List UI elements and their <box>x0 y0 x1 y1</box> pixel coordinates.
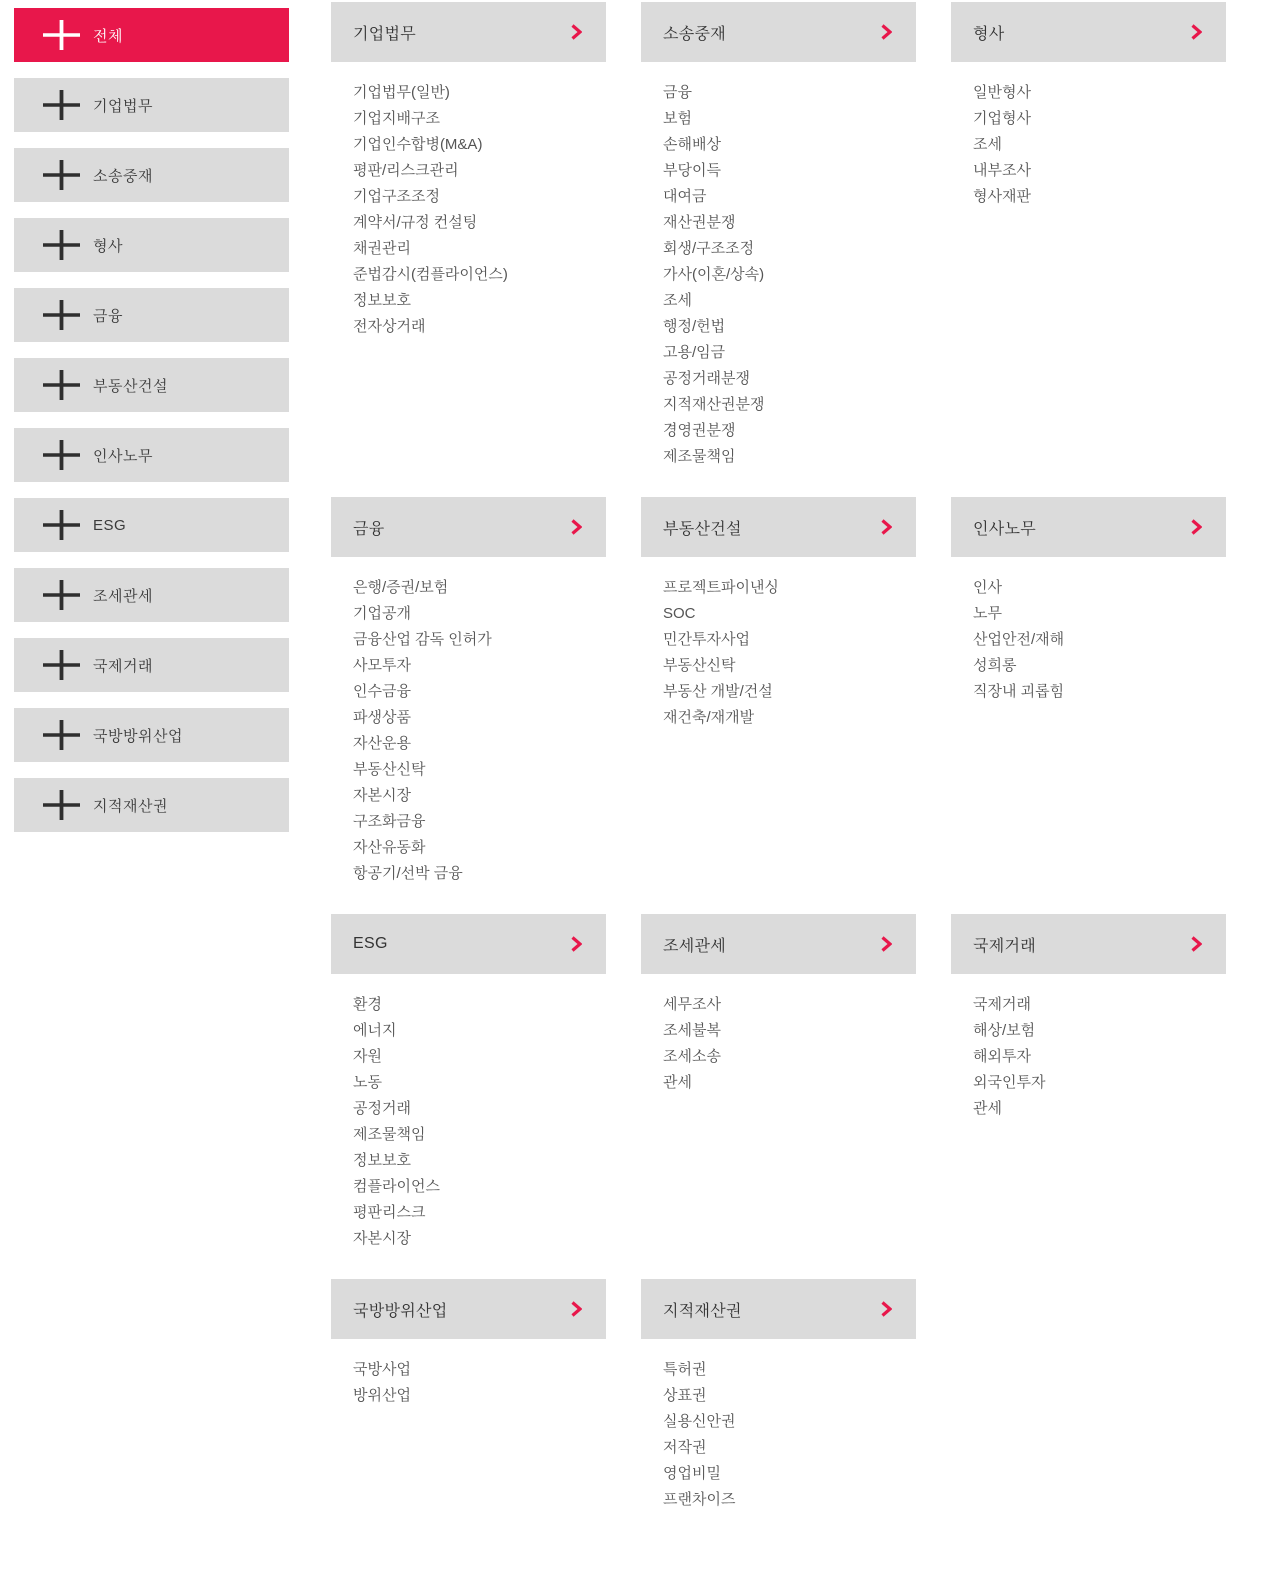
sidebar-item[interactable] <box>14 708 289 762</box>
chevron-right-icon <box>1191 519 1202 535</box>
practice-section <box>641 914 916 1096</box>
sidebar-item[interactable] <box>14 778 289 832</box>
section-list-item[interactable]: 노무 <box>973 605 1002 622</box>
sidebar-item[interactable] <box>14 568 289 622</box>
section-list-item[interactable]: 일반형사 <box>973 84 1031 101</box>
section-list-item[interactable]: 지적재산권분쟁 <box>663 396 765 413</box>
sidebar-item-label: 국방방위산업 <box>93 727 183 745</box>
section-items <box>331 557 606 887</box>
section-header[interactable] <box>331 497 606 557</box>
section-list-item[interactable]: 공정거래 <box>353 1100 411 1117</box>
sidebar-item[interactable] <box>14 498 289 552</box>
section-items <box>951 557 1226 705</box>
section-list-item[interactable]: 해상/보험 <box>973 1022 1036 1039</box>
section-list-item[interactable]: 내부조사 <box>973 162 1031 179</box>
section-list-item[interactable]: 기업인수합병(M&A) <box>353 136 483 153</box>
section-list-item[interactable]: 사모투자 <box>353 657 411 674</box>
section-list-item[interactable]: 계약서/규정 컨설팅 <box>353 214 478 231</box>
sidebar-item-label: 지적재산권 <box>93 797 168 815</box>
practice-section <box>641 2 916 470</box>
section-header[interactable] <box>331 914 606 974</box>
chevron-right-icon <box>571 519 582 535</box>
section-items <box>331 974 606 1252</box>
sidebar-item[interactable] <box>14 428 289 482</box>
sidebar-item[interactable] <box>14 8 289 62</box>
section-list-item[interactable]: 컴플라이언스 <box>353 1178 440 1195</box>
chevron-right-icon <box>881 1301 892 1317</box>
section-list-item[interactable]: 노동 <box>353 1074 382 1091</box>
category-sidebar <box>14 2 289 1513</box>
plus-icon <box>43 370 80 400</box>
sidebar-item-label: 인사노무 <box>93 447 153 465</box>
practice-section <box>331 2 606 340</box>
section-items <box>641 557 916 731</box>
section-list-item[interactable]: 행정/헌법 <box>663 318 726 335</box>
section-title: 기업법무 <box>353 25 417 43</box>
chevron-right-icon <box>1191 936 1202 952</box>
sidebar-item-label: 금융 <box>93 307 123 325</box>
section-items <box>641 62 916 470</box>
section-list-item[interactable]: 국방사업 <box>353 1361 411 1378</box>
section-list-item[interactable]: 부당이득 <box>663 162 721 179</box>
sidebar-item[interactable] <box>14 78 289 132</box>
sidebar-item-label: ESG <box>93 516 127 534</box>
section-list-item[interactable]: 국제거래 <box>973 996 1031 1013</box>
section-list-item[interactable]: 세무조사 <box>663 996 721 1013</box>
sidebar-item[interactable] <box>14 358 289 412</box>
sidebar-item[interactable] <box>14 638 289 692</box>
section-list-item[interactable]: 자본시장 <box>353 787 411 804</box>
plus-icon <box>43 790 80 820</box>
section-list-item[interactable]: 구조화금융 <box>353 813 426 830</box>
section-list-item[interactable]: 부동산 개발/건설 <box>663 683 773 700</box>
section-list-item[interactable]: 정보보호 <box>353 292 411 309</box>
section-header[interactable] <box>641 1279 916 1339</box>
section-list-item[interactable]: 조세 <box>663 292 692 309</box>
section-list-item[interactable]: 평판/리스크관리 <box>353 162 459 179</box>
section-items <box>641 974 916 1096</box>
sidebar-item[interactable] <box>14 288 289 342</box>
plus-icon <box>43 90 80 120</box>
section-title: 국방방위산업 <box>353 1302 448 1320</box>
section-list-item[interactable]: 회생/구조조정 <box>663 240 755 257</box>
section-list-item[interactable]: 상표권 <box>663 1387 707 1404</box>
section-list-item[interactable]: 평판리스크 <box>353 1204 426 1221</box>
section-list-item[interactable]: 에너지 <box>353 1022 397 1039</box>
section-list-item[interactable]: 재산권분쟁 <box>663 214 736 231</box>
section-list-item[interactable]: 방위산업 <box>353 1387 411 1404</box>
sections-grid <box>331 2 1226 1513</box>
sidebar-item-label: 소송중재 <box>93 167 153 185</box>
section-list-item[interactable]: 조세소송 <box>663 1048 721 1065</box>
sidebar-item[interactable] <box>14 148 289 202</box>
section-list-item[interactable]: 자본시장 <box>353 1230 411 1247</box>
section-list-item[interactable]: 은행/증권/보험 <box>353 579 449 596</box>
plus-icon <box>43 510 80 540</box>
section-list-item[interactable]: 금융산업 감독 인허가 <box>353 631 492 648</box>
section-header[interactable] <box>331 2 606 62</box>
section-list-item[interactable]: 환경 <box>353 996 382 1013</box>
practice-section <box>331 1279 606 1409</box>
sidebar-item[interactable] <box>14 218 289 272</box>
sidebar-item-label: 형사 <box>93 237 123 255</box>
section-items <box>641 1339 916 1513</box>
section-list-item[interactable]: 조세 <box>973 136 1002 153</box>
section-title: 금융 <box>353 520 385 538</box>
section-list-item[interactable]: 고용/임금 <box>663 344 726 361</box>
section-list-item[interactable]: 제조물책임 <box>353 1126 426 1143</box>
chevron-right-icon <box>571 1301 582 1317</box>
plus-icon <box>43 230 80 260</box>
practice-section <box>951 2 1226 210</box>
section-list-item[interactable]: 전자상거래 <box>353 318 426 335</box>
section-list-item[interactable]: 부동산신탁 <box>663 657 736 674</box>
section-list-item[interactable]: 민간투자사업 <box>663 631 750 648</box>
section-list-item[interactable]: 보험 <box>663 110 692 127</box>
practice-section <box>331 914 606 1252</box>
sidebar-item-label: 국제거래 <box>93 657 153 675</box>
practice-section <box>951 914 1226 1122</box>
section-list-item[interactable]: 자원 <box>353 1048 382 1065</box>
section-list-item[interactable]: 특허권 <box>663 1361 707 1378</box>
sidebar-item-label: 전체 <box>93 27 123 45</box>
section-list-item[interactable]: 외국인투자 <box>973 1074 1046 1091</box>
section-list-item[interactable]: 영업비밀 <box>663 1465 721 1482</box>
section-items <box>331 1339 606 1409</box>
plus-icon <box>43 440 80 470</box>
section-header[interactable] <box>641 497 916 557</box>
section-list-item[interactable]: 해외투자 <box>973 1048 1031 1065</box>
section-list-item[interactable]: 인사 <box>973 579 1002 596</box>
section-title: 형사 <box>973 25 1005 43</box>
section-list-item[interactable]: 자산운용 <box>353 735 411 752</box>
section-list-item[interactable]: 성희롱 <box>973 657 1017 674</box>
plus-icon <box>43 580 80 610</box>
section-list-item[interactable]: 기업공개 <box>353 605 411 622</box>
chevron-right-icon <box>1191 24 1202 40</box>
section-title: 조세관세 <box>663 937 727 955</box>
section-list-item[interactable]: 채권관리 <box>353 240 411 257</box>
practice-section <box>641 497 916 731</box>
section-list-item[interactable]: 산업안전/재해 <box>973 631 1065 648</box>
section-header[interactable] <box>641 914 916 974</box>
practice-section <box>331 497 606 887</box>
section-list-item[interactable]: 대여금 <box>663 188 707 205</box>
plus-icon <box>43 20 80 50</box>
sidebar-item-label: 부동산건설 <box>93 377 168 395</box>
section-list-item[interactable]: 금융 <box>663 84 692 101</box>
section-list-item[interactable]: 프로젝트파이낸싱 <box>663 579 779 596</box>
section-list-item[interactable]: 기업구조조정 <box>353 188 440 205</box>
plus-icon <box>43 720 80 750</box>
chevron-right-icon <box>571 24 582 40</box>
section-list-item[interactable]: 직장내 괴롭힘 <box>973 683 1065 700</box>
practice-section <box>951 497 1226 705</box>
section-list-item[interactable]: 항공기/선박 금융 <box>353 865 463 882</box>
practice-section <box>641 1279 916 1513</box>
sidebar-item-label: 조세관세 <box>93 587 153 605</box>
section-list-item[interactable]: 기업형사 <box>973 110 1031 127</box>
section-list-item[interactable]: 경영권분쟁 <box>663 422 736 439</box>
section-list-item[interactable]: 실용신안권 <box>663 1413 736 1430</box>
chevron-right-icon <box>881 24 892 40</box>
section-list-item[interactable]: 기업지배구조 <box>353 110 440 127</box>
section-header[interactable] <box>951 497 1226 557</box>
section-title: 지적재산권 <box>663 1302 742 1320</box>
section-list-item[interactable]: 파생상품 <box>353 709 411 726</box>
plus-icon <box>43 650 80 680</box>
section-title: 소송중재 <box>663 25 727 43</box>
section-list-item[interactable]: 손해배상 <box>663 136 721 153</box>
section-list-item[interactable]: 인수금융 <box>353 683 411 700</box>
section-list-item[interactable]: 관세 <box>973 1100 1002 1117</box>
section-list-item[interactable]: 기업법무(일반) <box>353 84 450 101</box>
section-title: ESG <box>353 935 388 952</box>
section-header[interactable] <box>331 1279 606 1339</box>
section-title: 인사노무 <box>973 520 1037 538</box>
section-list-item[interactable]: 재건축/재개발 <box>663 709 755 726</box>
section-list-item[interactable]: 저작권 <box>663 1439 707 1456</box>
plus-icon <box>43 300 80 330</box>
section-list-item[interactable]: 제조물책임 <box>663 448 736 465</box>
section-header[interactable] <box>951 914 1226 974</box>
section-list-item[interactable]: 프랜차이즈 <box>663 1491 736 1508</box>
section-list-item[interactable]: 정보보호 <box>353 1152 411 1169</box>
chevron-right-icon <box>571 936 582 952</box>
section-header[interactable] <box>951 2 1226 62</box>
chevron-right-icon <box>881 936 892 952</box>
section-list-item[interactable]: 관세 <box>663 1074 692 1091</box>
section-list-item[interactable]: SOC <box>663 605 696 622</box>
sidebar-item-label: 기업법무 <box>93 97 153 115</box>
section-list-item[interactable]: 형사재판 <box>973 188 1031 205</box>
section-title: 국제거래 <box>973 937 1037 955</box>
section-title: 부동산건설 <box>663 520 742 538</box>
section-items <box>951 974 1226 1122</box>
section-list-item[interactable]: 가사(이혼/상속) <box>663 266 765 283</box>
section-list-item[interactable]: 부동산신탁 <box>353 761 426 778</box>
section-items <box>951 62 1226 210</box>
section-header[interactable] <box>641 2 916 62</box>
section-items <box>331 62 606 340</box>
section-list-item[interactable]: 공정거래분쟁 <box>663 370 750 387</box>
plus-icon <box>43 160 80 190</box>
section-list-item[interactable]: 준법감시(컴플라이언스) <box>353 266 508 283</box>
chevron-right-icon <box>881 519 892 535</box>
section-list-item[interactable]: 조세불복 <box>663 1022 721 1039</box>
section-list-item[interactable]: 자산유동화 <box>353 839 426 856</box>
